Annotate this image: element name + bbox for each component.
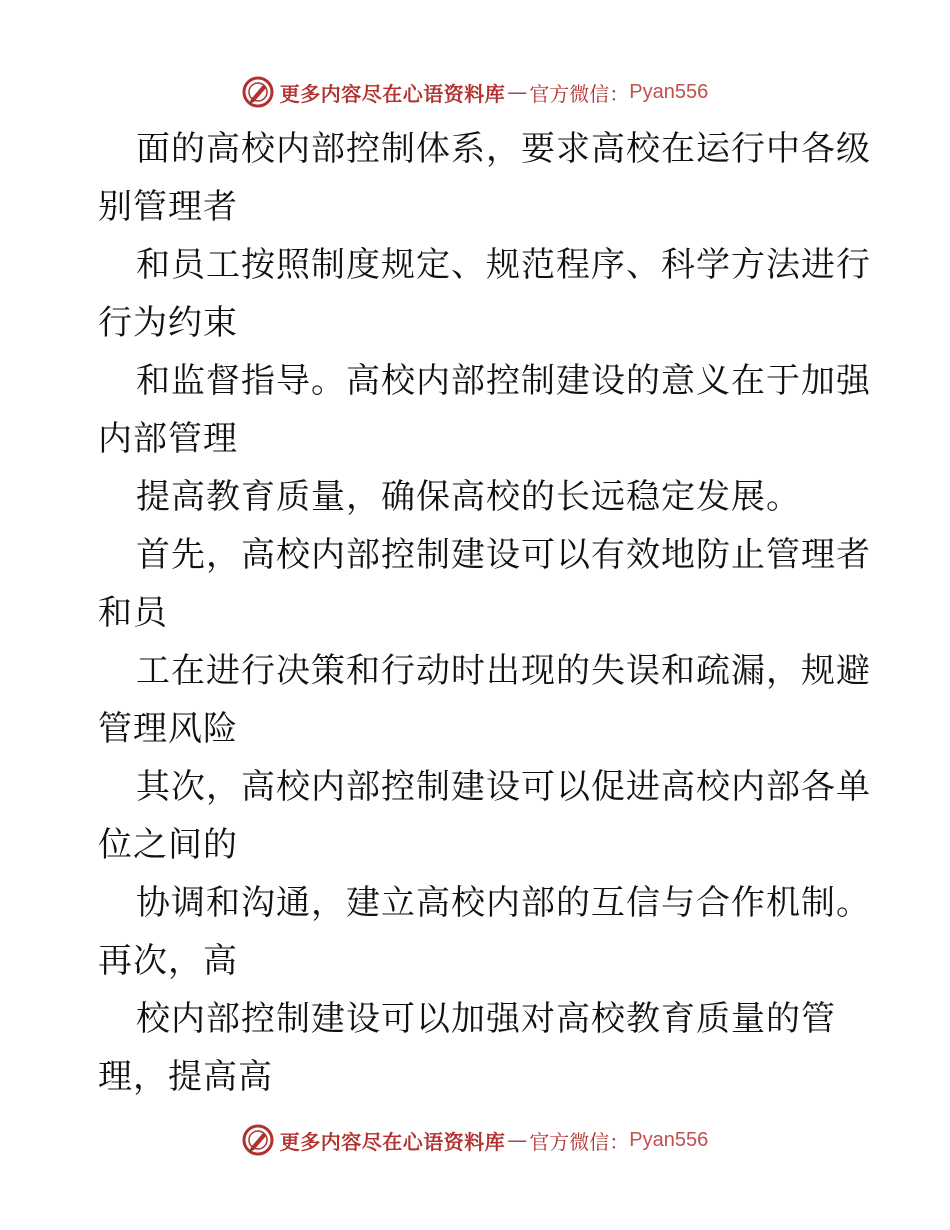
text-line: 首先，高校内部控制建设可以有效地防止管理者 bbox=[136, 535, 871, 575]
text-line: 理，提高高 bbox=[98, 1057, 273, 1097]
banner-title: 更多内容尽在心语资料库 bbox=[279, 81, 506, 106]
header-banner bbox=[0, 72, 950, 112]
text-line: 其次，高校内部控制建设可以促进高校内部各单 bbox=[136, 767, 871, 807]
text-line: 面的高校内部控制体系，要求高校在运行中各级 bbox=[136, 129, 871, 169]
footer-banner bbox=[0, 1120, 950, 1160]
banner-dash: — bbox=[507, 1128, 528, 1152]
text-line: 和员工按照制度规定、规范程序、科学方法进行 bbox=[136, 245, 871, 285]
text-line: 和监督指导。高校内部控制建设的意义在于加强 bbox=[136, 361, 871, 401]
banner-title: 更多内容尽在心语资料库 bbox=[279, 1129, 506, 1154]
pen-logo-icon bbox=[242, 76, 274, 108]
text-line: 别管理者 bbox=[98, 187, 238, 227]
text-line: 位之间的 bbox=[98, 825, 238, 865]
text-line: 提高教育质量，确保高校的长远稳定发展。 bbox=[136, 477, 801, 517]
text-line: 工在进行决策和行动时出现的失误和疏漏，规避 bbox=[136, 651, 871, 691]
text-line: 和员 bbox=[98, 593, 168, 633]
banner-official-label: 官方微信： bbox=[529, 1129, 630, 1154]
banner-wechat-id: Pyan556 bbox=[629, 1128, 709, 1151]
text-line: 管理风险 bbox=[98, 709, 238, 749]
document-body bbox=[98, 120, 871, 1106]
text-line: 协调和沟通，建立高校内部的互信与合作机制。 bbox=[136, 883, 871, 923]
banner-official-label: 官方微信： bbox=[529, 81, 630, 106]
text-line: 行为约束 bbox=[98, 303, 238, 343]
banner-dash: — bbox=[507, 80, 528, 104]
banner-wechat-id: Pyan556 bbox=[629, 80, 709, 103]
text-line: 再次，高 bbox=[98, 941, 238, 981]
text-line: 校内部控制建设可以加强对高校教育质量的管 bbox=[136, 999, 836, 1039]
pen-logo-icon bbox=[242, 1124, 274, 1156]
text-line: 内部管理 bbox=[98, 419, 238, 459]
